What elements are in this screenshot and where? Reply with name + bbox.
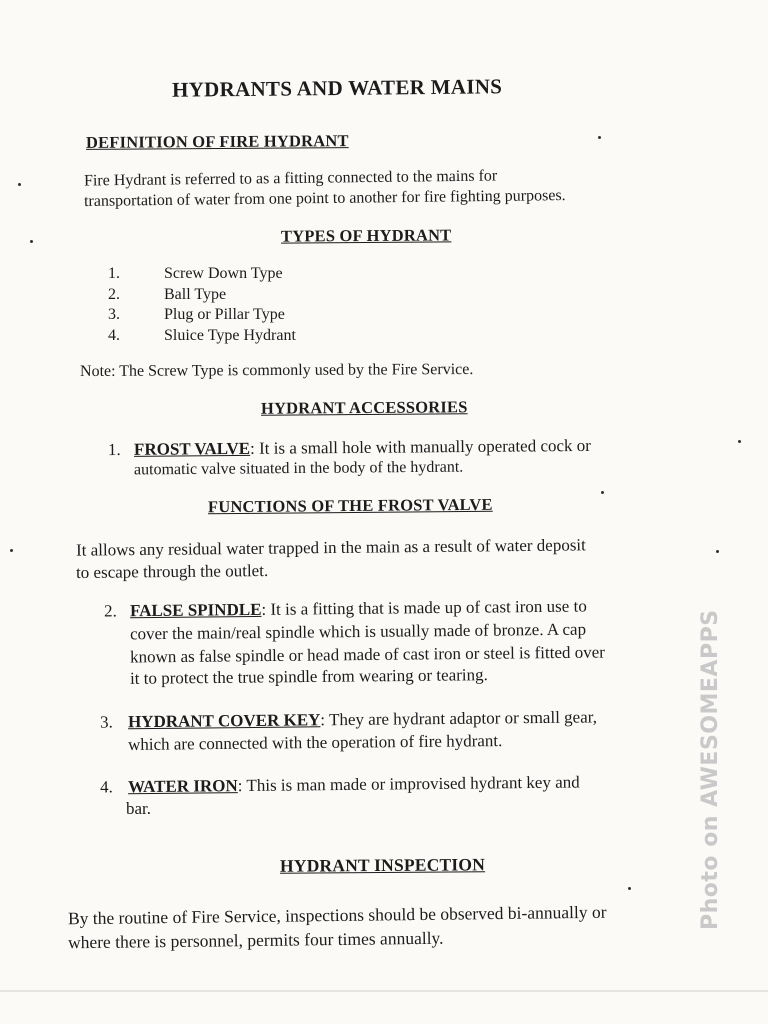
accessory-number: 3. — [99, 712, 113, 732]
scan-speck — [10, 549, 13, 552]
scan-speck — [716, 550, 719, 553]
accessory-term: FALSE SPINDLE — [129, 599, 262, 621]
accessory-text-continued: known as false spindle or head made of cast iron or steel is fitted over — [129, 642, 606, 667]
accessory-text-continued: cover the main/real spindle which is usually made of bronze. A cap — [129, 619, 587, 644]
list-number: 2. — [108, 286, 120, 303]
accessory-term: HYDRANT COVER KEY — [127, 710, 321, 732]
accessory-number: 2. — [103, 601, 117, 621]
list-number: 1. — [108, 265, 120, 282]
list-item — [108, 304, 285, 325]
accessory-term: WATER IRON — [127, 776, 238, 797]
scan-speck — [18, 183, 21, 186]
list-number: 4. — [108, 327, 120, 344]
frost-functions-line-1: It allows any residual water trapped in the main as a result of water deposit — [75, 535, 586, 560]
list-label: Plug or Pillar Type — [164, 306, 285, 323]
list-item — [108, 325, 296, 346]
scan-speck — [628, 887, 631, 890]
accessory-item — [100, 770, 580, 798]
accessory-text-continued: which are connected with the operation of fire hydrant. — [127, 731, 503, 754]
list-number: 3. — [108, 306, 120, 323]
scan-speck — [30, 240, 33, 243]
accessory-number: 4. — [99, 777, 113, 797]
accessory-text-continued: bar. — [126, 799, 152, 818]
definition-heading: DEFINITION OF FIRE HYDRANT — [85, 131, 349, 152]
inspection-line-2: where there is personnel, permits four times annually. — [67, 927, 444, 953]
inspection-line-1: By the routine of Fire Service, inspections should be observed bi-annually or — [67, 901, 607, 929]
list-label: Ball Type — [164, 286, 227, 303]
accessory-number: 1. — [107, 439, 121, 460]
page-title: HYDRANTS AND WATER MAINS — [171, 74, 503, 102]
list-item — [108, 284, 226, 305]
accessory-text: : It is a fitting that is made up of cast iron use to — [261, 596, 587, 619]
accessory-text: : It is a small hole with manually operated cock or — [249, 435, 592, 458]
scan-speck — [738, 440, 741, 443]
types-heading: TYPES OF HYDRANT — [280, 225, 452, 246]
scan-speck — [598, 136, 601, 139]
inspection-heading: HYDRANT INSPECTION — [279, 854, 486, 876]
watermark-text: Photo on AWESOMEAPPS — [698, 609, 723, 930]
accessory-text: : This is man made or improvised hydrant key and — [237, 772, 580, 796]
types-note: Note: The Screw Type is commonly used by the Fire Service. — [79, 360, 474, 381]
accessory-item — [100, 705, 597, 733]
list-label: Sluice Type Hydrant — [164, 327, 296, 344]
scan-edge-line — [0, 990, 768, 992]
accessory-text-continued: automatic valve situated in the body of the hydrant. — [133, 458, 464, 479]
frost-functions-heading: FUNCTIONS OF THE FROST VALVE — [207, 494, 493, 517]
definition-line-2: transportation of water from one point to another for fire fighting purposes. — [83, 187, 566, 210]
accessory-term: FROST VALVE — [133, 438, 251, 459]
accessory-text: : They are hydrant adaptor or small gear, — [320, 707, 598, 730]
scan-speck — [601, 491, 604, 494]
list-label: Screw Down Type — [164, 265, 283, 282]
frost-functions-line-2: to escape through the outlet. — [75, 560, 269, 583]
accessories-heading: HYDRANT ACCESSORIES — [260, 397, 468, 418]
definition-line-1: Fire Hydrant is referred to as a fitting connected to the mains for — [83, 167, 498, 190]
accessory-text-continued: it to protect the true spindle from wearing or tearing. — [129, 665, 488, 688]
list-item — [108, 263, 283, 284]
